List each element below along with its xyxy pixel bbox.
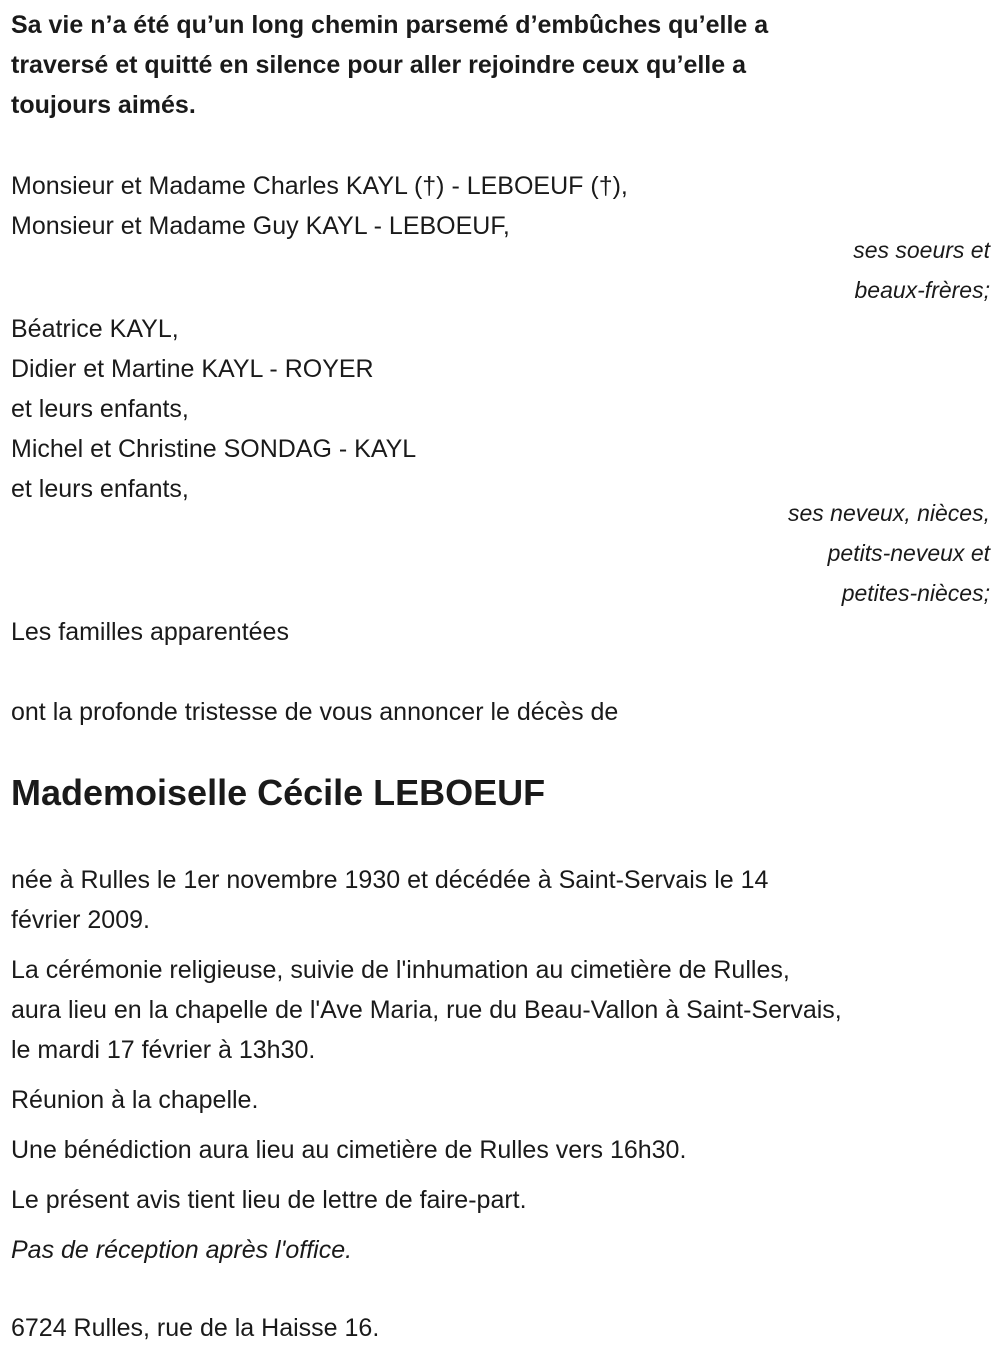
family-line: et leurs enfants,: [11, 395, 189, 423]
ceremony-paragraph: [11, 950, 842, 1070]
deceased-name: Mademoiselle Cécile LEBOEUF: [11, 772, 546, 813]
relation-line: beaux-frères;: [854, 277, 990, 303]
family-sisters: [11, 166, 628, 246]
detail-line: aura lieu en la chapelle de l'Ave Maria, rue du Beau-Vallon à Saint-Servais,: [11, 996, 842, 1024]
intro-line: traversé et quitté en silence pour aller rejoindre ceux qu’elle a: [11, 51, 746, 79]
detail-line: le mardi 17 février à 13h30.: [11, 1036, 316, 1064]
relation-sisters: [853, 230, 990, 310]
relation-line: ses soeurs et: [853, 237, 990, 263]
relation-line: ses neveux, nièces,: [787, 500, 990, 526]
notice-paragraph: Le présent avis tient lieu de lettre de faire-part.: [11, 1186, 527, 1214]
family-line: Monsieur et Madame Charles KAYL (†) - LEBOEUF (†),: [11, 172, 628, 200]
relation-nephews: [788, 493, 990, 613]
meeting-paragraph: Réunion à la chapelle.: [11, 1086, 259, 1114]
family-line: Didier et Martine KAYL - ROYER: [11, 355, 374, 383]
announcement: ont la profonde tristesse de vous annoncer le décès de: [11, 698, 619, 726]
family-line: et leurs enfants,: [11, 475, 189, 503]
family-nephews: [11, 309, 416, 509]
blessing-paragraph: Une bénédiction aura lieu au cimetière de Rulles vers 16h30.: [11, 1136, 687, 1164]
family-line: Monsieur et Madame Guy KAYL - LEBOEUF,: [11, 212, 510, 240]
detail-line: née à Rulles le 1er novembre 1930 et décédée à Saint-Servais le 14: [11, 866, 769, 894]
relation-line: petits-neveux et: [827, 540, 990, 566]
details: [11, 860, 842, 1270]
family-line: Béatrice KAYL,: [11, 315, 179, 343]
no-reception-paragraph: Pas de réception après l'office.: [11, 1236, 353, 1264]
family-line: Michel et Christine SONDAG - KAYL: [11, 435, 417, 463]
intro-line: Sa vie n’a été qu’un long chemin parsemé d’embûches qu’elle a: [11, 11, 769, 39]
relation-line: petites-nièces;: [841, 580, 990, 606]
intro-line: toujours aimés.: [11, 91, 196, 119]
related-families: Les familles apparentées: [11, 618, 289, 646]
intro-text: [11, 5, 768, 125]
detail-line: février 2009.: [11, 906, 150, 934]
address: 6724 Rulles, rue de la Haisse 16.: [11, 1314, 380, 1342]
detail-line: La cérémonie religieuse, suivie de l'inhumation au cimetière de Rulles,: [11, 956, 790, 984]
birth-death-paragraph: [11, 860, 842, 940]
